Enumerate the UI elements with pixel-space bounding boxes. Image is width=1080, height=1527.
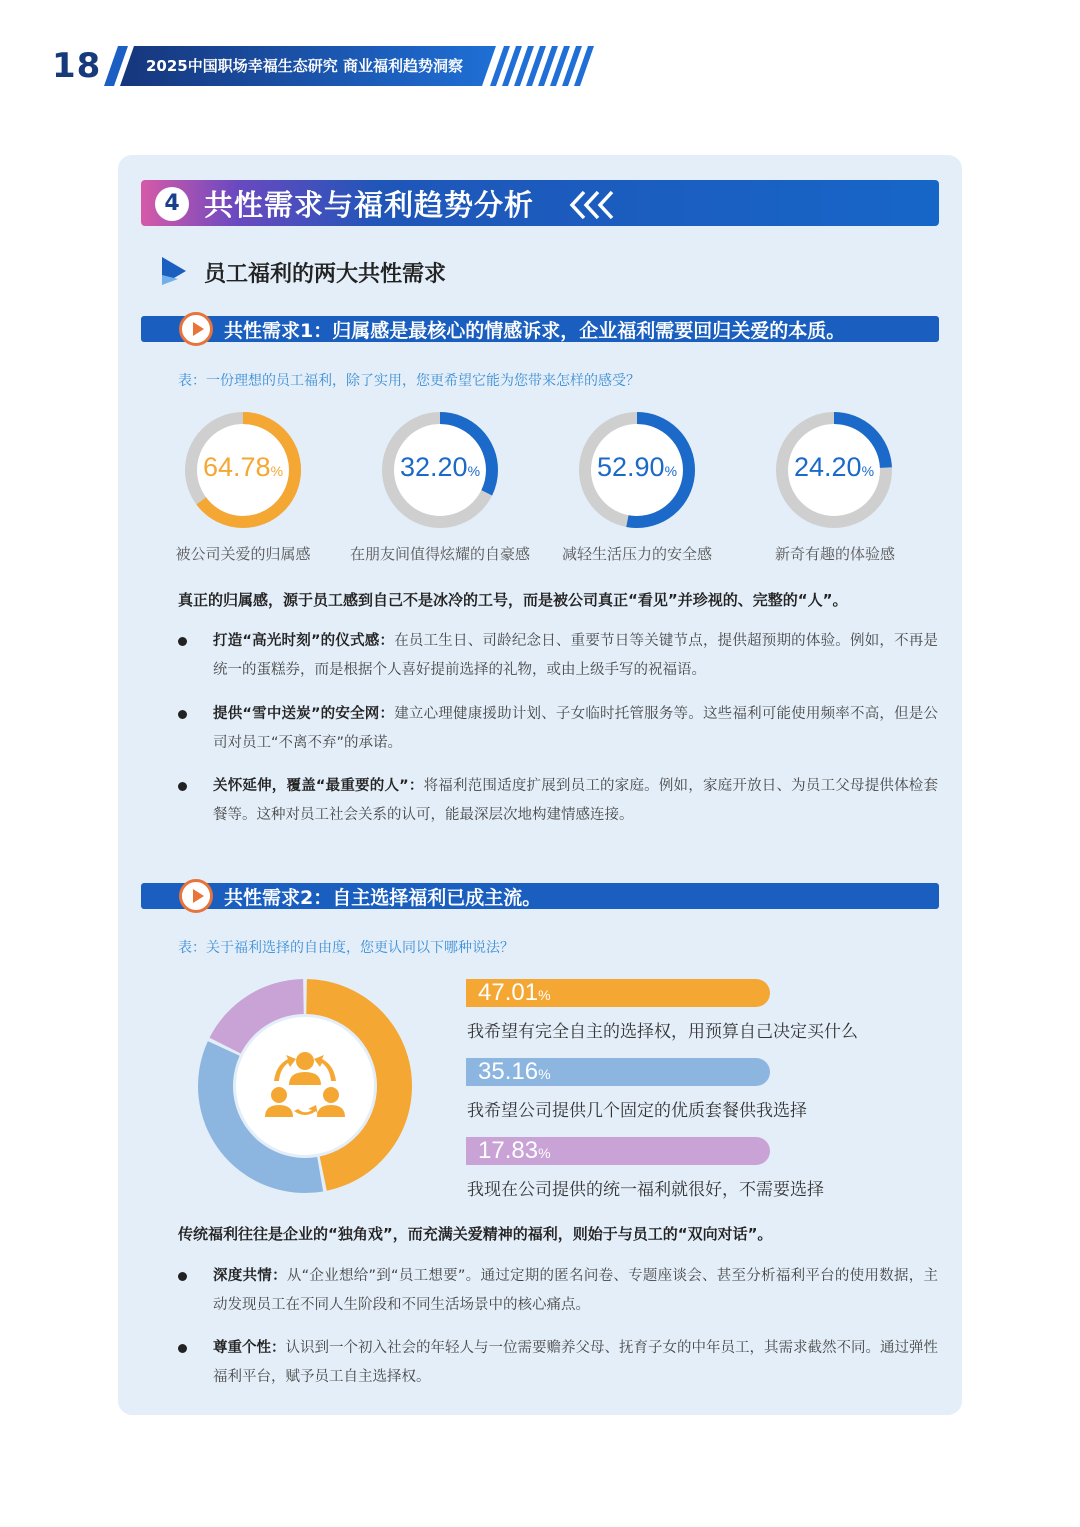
bullet-item <box>178 700 938 758</box>
bar-value-label: 35.16% <box>478 1058 551 1085</box>
header-title: 2025中国职场幸福生态研究 商业福利趋势洞察 <box>146 57 463 75</box>
donut-center <box>236 1017 374 1155</box>
bullet-text: 建立心理健康援助计划、子女临时托管服务等。这些福利可能使用频率不高，但是公司对员工“不离不弃”的承诺。 <box>213 706 939 751</box>
donut-chart-choice <box>196 977 414 1195</box>
donut-value-label: 24.20% <box>793 452 875 482</box>
bar-category-label: 我希望公司提供几个固定的优质套餐供我选择 <box>467 1101 807 1121</box>
bullet-bold: 深度共情： <box>213 1268 287 1284</box>
bullet-bold: 尊重个性： <box>213 1340 286 1356</box>
need1-caption: 表：一份理想的员工福利，除了实用，您更希望它能为您带来怎样的感受？ <box>178 373 640 389</box>
bullet-text: 在员工生日、司龄纪念日、重要节日等关键节点，提供超预期的体验。例如，不再是统一的蛋糕券，而是根据个人喜好提前选择的礼物，或由上级手写的祝福语。 <box>213 633 939 678</box>
bullet-bold: 提供“雪中送炭”的安全网： <box>213 706 395 722</box>
play-circle-icon <box>179 312 213 346</box>
bar-value-label: 17.83% <box>478 1137 551 1164</box>
need1-title: 共性需求1：归属感是最核心的情感诉求，企业福利需要回归关爱的本质。 <box>224 320 846 342</box>
need1-lead: 真正的归属感，源于员工感到自己不是冰冷的工号，而是被公司真正“看见”并珍视的、完整的“人”。 <box>178 591 848 609</box>
bullet-text: 从“企业想给”到“员工想要”。通过定期的匿名问卷、专题座谈会、甚至分析福利平台的使用数据，主动发现员工在不同人生阶段和不同生活场景中的核心痛点。 <box>213 1268 939 1313</box>
bullet-dot <box>178 782 187 791</box>
bar-value-label: 47.01% <box>478 979 551 1006</box>
donut-value-label: 64.78% <box>202 452 284 482</box>
donut-category-label: 减轻生活压力的安全感 <box>561 545 712 563</box>
bar-category-label: 我现在公司提供的统一福利就很好，不需要选择 <box>467 1180 824 1200</box>
need2-lead: 传统福利往往是企业的“独角戏”，而充满关爱精神的福利，则始于与员工的“双向对话”。 <box>178 1225 773 1243</box>
bullet-text: 认识到一个初入社会的年轻人与一位需要赡养父母、抚育子女的中年员工，其需求截然不同。通过弹性福利平台，赋予员工自主选择权。 <box>213 1340 938 1385</box>
bullet-dot <box>178 1344 187 1353</box>
bullet-text: 将福利范围适度扩展到员工的家庭。例如，家庭开放日、为员工父母提供体检套餐等。这种对员工社会关系的认可，能最深层次地构建情感连接。 <box>213 778 939 823</box>
need2-title: 共性需求2：自主选择福利已成主流。 <box>224 887 542 909</box>
double-chevron-left-icon <box>568 190 618 220</box>
bar-category-label: 我希望有完全自主的选择权，用预算自己决定买什么 <box>467 1022 858 1042</box>
sub-heading: 员工福利的两大共性需求 <box>204 262 447 287</box>
section-title: 共性需求与福利趋势分析 <box>204 188 535 222</box>
bullet-item <box>178 1262 938 1320</box>
bullet-item <box>178 1334 938 1392</box>
donut-category-label: 在朋友间值得炫耀的自豪感 <box>349 545 530 563</box>
bullet-item <box>178 627 938 685</box>
donut-category-label: 新奇有趣的体验感 <box>774 545 895 563</box>
bullet-dot <box>178 637 187 646</box>
play-circle-icon <box>179 879 213 913</box>
need2-caption: 表：关于福利选择的自由度，您更认同以下哪种说法？ <box>178 940 514 956</box>
bullet-dot <box>178 710 187 719</box>
play-triangle-icon <box>158 255 188 287</box>
donut-value-label: 52.90% <box>596 452 678 482</box>
bullet-item <box>178 772 938 830</box>
section-number: 4 <box>155 187 189 221</box>
bullet-dot <box>178 1272 187 1281</box>
donut-value-label: 32.20% <box>399 452 481 482</box>
bullet-bold: 关怀延伸，覆盖“最重要的人”： <box>213 778 424 794</box>
page-number: 18 <box>52 46 102 86</box>
bullet-bold: 打造“高光时刻”的仪式感： <box>213 633 395 649</box>
donut-category-label: 被公司关爱的归属感 <box>175 545 311 563</box>
